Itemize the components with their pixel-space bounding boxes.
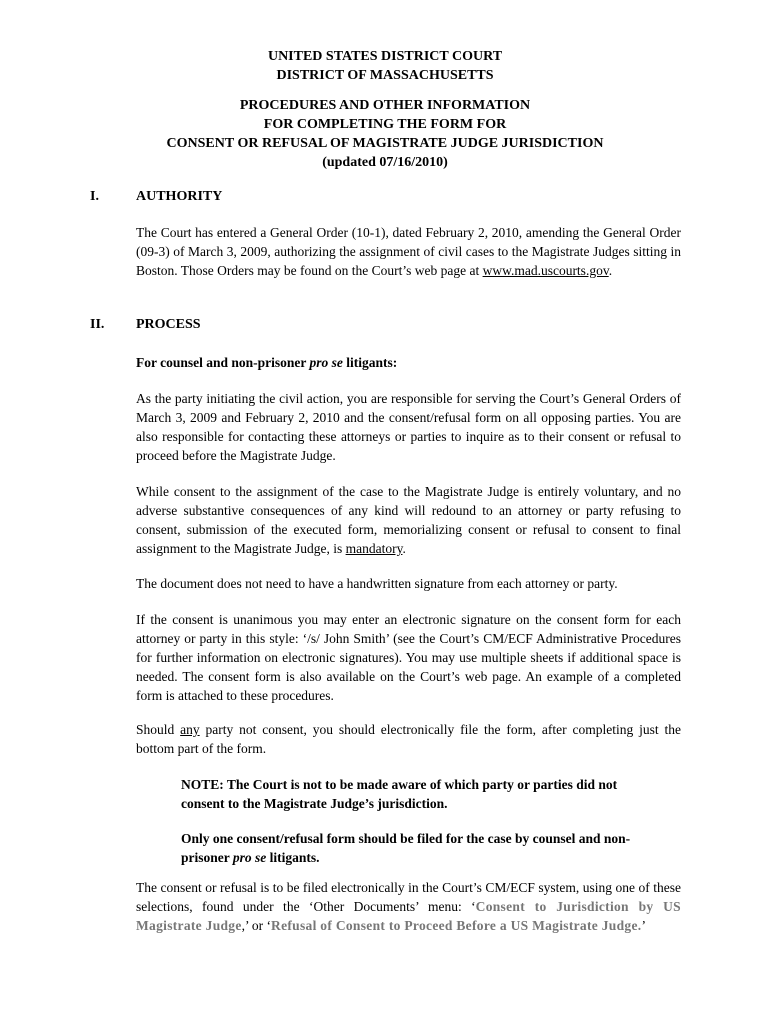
voluntary-paragraph: While consent to the assignment of the case to the Magistrate Judge is entirely voluntary, and no adverse substantive consequences of any kind will redound to an attorney or party refusing to consent, submission of the executed form, memorializing consent or refusal to consent to final assignment to the Magistrate Judge, is mandatory. bbox=[136, 484, 681, 556]
section-1-title: AUTHORITY bbox=[136, 189, 223, 204]
section-2-title: PROCESS bbox=[136, 317, 201, 332]
title-line-2: FOR COMPLETING THE FORM FOR bbox=[263, 117, 507, 132]
title-line-1: PROCEDURES AND OTHER INFORMATION bbox=[239, 98, 531, 113]
authority-paragraph: The Court has entered a General Order (10-1), dated February 2, 2010, amending the General Order (09-3) of March 3, 2009, authorizing the assignment of civil cases to the Magistrate Judges sitting in Boston. Those Orders may be found on the Court’s web page at www.mad.uscourts.gov. bbox=[136, 225, 681, 278]
court-district: DISTRICT OF MASSACHUSETTS bbox=[276, 68, 494, 83]
document-title bbox=[0, 96, 770, 172]
court-name: UNITED STATES DISTRICT COURT bbox=[267, 49, 503, 64]
updated-date: (updated 07/16/2010) bbox=[322, 155, 448, 170]
court-website-link[interactable]: www.mad.uscourts.gov bbox=[482, 263, 609, 278]
authority-text: The Court has entered a General Order (10-1), dated February 2, 2010, amending the General Order (09-3) of March 3, 2009, authorizing the assignment of civil cases to the Magistrate Judges sitting in Boston. Those Orders may be found on the Court’s web page at bbox=[136, 225, 681, 278]
electronic-signature-paragraph: If the consent is unanimous you may enter an electronic signature on the consent form for each attorney or party in this style: ‘/s/ John Smith’ (see the Court’s CM/ECF Administrative Procedures for further information on electronic signatures). You may use multiple sheets if additional space is needed. The consent form is also available on the Court’s web page. An example of a completed form is attached to these procedures. bbox=[136, 612, 681, 703]
menu-option-refusal: Refusal of Consent to Proceed Before a US Magistrate Judge. bbox=[271, 918, 642, 933]
title-line-3: CONSENT OR REFUSAL OF MAGISTRATE JUDGE JURISDICTION bbox=[166, 136, 604, 151]
note-court-not-aware: NOTE: The Court is not to be made aware of which party or parties did not consent to the Magistrate Judge’s jurisdiction. bbox=[181, 777, 618, 811]
non-consent-paragraph: Should any party not consent, you should electronically file the form, after completing just the bottom part of the form. bbox=[136, 722, 682, 756]
section-1-number: I. bbox=[90, 189, 99, 204]
process-subheading: For counsel and non-prisoner pro se litigants: bbox=[136, 355, 398, 370]
court-heading bbox=[0, 47, 770, 85]
section-2-number: II. bbox=[90, 317, 105, 332]
note-one-form: Only one consent/refusal form should be filed for the case by counsel and non-prisoner pro se litigants. bbox=[181, 831, 631, 865]
menu-option-consent: Consent to Jurisdiction by US Magistrate Judge bbox=[136, 899, 681, 933]
signature-paragraph: The document does not need to have a handwritten signature from each attorney or party. bbox=[136, 576, 618, 591]
serving-paragraph: As the party initiating the civil action, you are responsible for serving the Court’s General Orders of March 3, 2009 and February 2, 2010 and the consent/refusal form on all opposing parties. You are also responsible for contacting these attorneys or parties to inquire as to their consent or refusal to proceed before the Magistrate Judge. bbox=[136, 391, 681, 463]
cmecf-paragraph: The consent or refusal is to be filed electronically in the Court’s CM/ECF system, using one of these selections, found under the ‘Other Documents’ menu: ‘Consent to Jurisdiction by US Magistrate Judge,’ or ‘Refusal of Consent to Proceed Before a US Magistrate Judge.’ bbox=[136, 880, 681, 933]
